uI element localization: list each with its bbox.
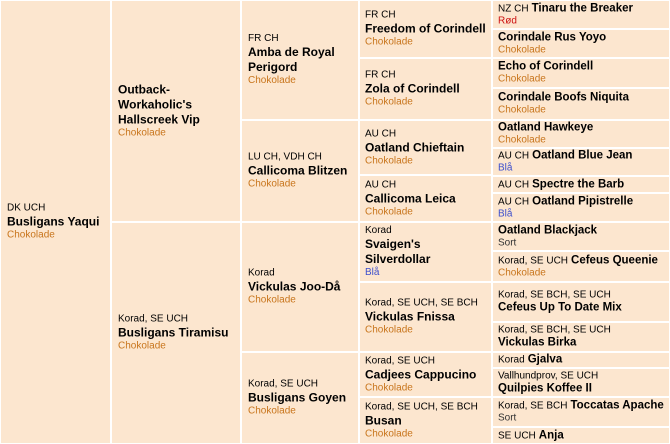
ancestor-cell [492,193,670,222]
dog-name: Zola of Corindell [365,81,460,96]
coat-color: Blå [498,162,513,174]
great-grandparent-cell [359,175,492,222]
title: SE UCH [498,430,536,441]
dog-name-line [498,400,666,413]
ancestor-cell [492,0,670,29]
title: Korad, SE UCH [498,255,569,266]
title: Vallhundprov, SE UCH [498,370,599,381]
coat-color: Chokolade [365,324,413,336]
great-grandparent-cell [359,58,492,120]
coat-color: Chokolade [365,382,413,393]
coat-color: Sort [498,237,517,248]
dog-name: Quilpies Koffee II [498,382,592,394]
coat-color: Blå [498,208,513,219]
dog-name: Svaigen's Silverdollar [365,237,431,266]
pedigree-subject-cell [0,0,111,444]
coat-color: Rød [498,15,517,26]
dog-name: Tinaru the Breaker [531,2,633,14]
ancestor-cell [492,368,670,397]
dog-name-line [498,254,666,267]
dog-name: Amba de Royal Perigord [248,45,335,74]
coat-color: Chokolade [365,428,413,439]
title: AU CH [498,179,530,190]
dam-cell [111,222,241,444]
dog-name: Cefeus Queenie [571,254,658,266]
great-grandparent-cell [359,222,492,282]
coat-color: Chokolade [118,127,166,139]
dog-name: Oatland Blue Jean [532,149,633,162]
coat-color: Chokolade [365,36,413,48]
title: FR CH [365,69,396,81]
ancestor-cell [492,88,670,120]
dog-name: Toccatas Apache [570,399,664,412]
great-grandparent-cell [359,282,492,352]
coat-color: Chokolade [248,75,296,86]
dog-name-line [498,150,666,163]
coat-color: Blå [365,267,380,278]
title: Korad, SE BCH [498,400,568,412]
dog-name: Echo of Corindell [498,60,594,73]
grandparent-cell [241,222,359,352]
ancestor-cell [492,322,670,352]
title: Korad, SE BCH, SE UCH [498,289,611,301]
dog-name: Vickulas Fnissa [365,309,455,324]
ancestor-cell [492,58,670,88]
ancestor-cell [492,148,670,176]
title: AU CH [498,196,530,207]
title: Korad, SE BCH, SE UCH [498,324,611,336]
coat-color: Chokolade [498,134,546,146]
dog-name-line [498,178,666,191]
dog-name: Busligans Goyen [248,390,347,405]
coat-color: Chokolade [365,206,413,217]
title: Korad [248,267,275,279]
dog-name: Callicoma Leica [365,191,456,205]
sire-cell [111,0,241,222]
coat-color: Chokolade [498,267,546,278]
title: Korad [498,354,525,366]
dog-name: Oatland Hawkeye [498,121,594,134]
dog-name: Cadjees Cappucino [365,367,477,381]
coat-color: Chokolade [118,340,166,352]
coat-color: Chokolade [365,96,413,108]
dog-name-line [498,429,666,442]
coat-color: Sort [498,412,517,424]
ancestor-cell [492,120,670,148]
title: DK UCH [7,202,46,214]
title: Korad, SE UCH, SE BCH [365,297,478,309]
title: NZ CH [498,3,529,14]
title: Korad, SE UCH, SE BCH [365,401,478,412]
coat-color: Chokolade [248,294,296,306]
dog-name: Anja [538,429,564,441]
dog-name: Vickulas Birka [498,336,577,349]
dog-name: Busan [365,413,402,427]
ancestor-cell [492,251,670,282]
coat-color: Chokolade [248,405,296,417]
great-grandparent-cell [359,397,492,444]
grandparent-cell [241,120,359,222]
ancestor-cell [492,282,670,322]
coat-color: Chokolade [498,73,546,85]
dog-name: Callicoma Blitzen [248,163,348,178]
title: AU CH [365,179,397,190]
ancestor-cell [492,427,670,444]
great-grandparent-cell [359,352,492,397]
dog-name: Busligans Yaqui [7,214,100,229]
dog-name: Outback-Workaholic's Hallscreek Vip [118,82,200,127]
dog-name: Gjalva [527,353,563,366]
coat-color: Chokolade [365,155,413,166]
dog-name: Oatland Pipistrelle [532,195,634,207]
title: Korad, SE UCH [365,355,436,366]
great-grandparent-cell [359,120,492,175]
title: Korad, SE UCH [118,313,189,325]
dog-name-line [498,2,666,15]
title: FR CH [248,33,279,44]
dog-name: Oatland Chieftain [365,140,465,154]
title: Korad, SE UCH [248,378,319,390]
dog-name: Spectre the Barb [532,178,625,190]
ancestor-cell [492,397,670,427]
grandparent-cell [241,352,359,444]
title: AU CH [498,150,530,162]
dog-name: Vickulas Joo-Då [248,279,341,294]
grandparent-cell [241,0,359,120]
coat-color: Chokolade [7,229,55,241]
coat-color: Chokolade [498,104,546,116]
dog-name: Corindale Boofs Niquita [498,91,629,104]
dog-name-line [498,354,666,367]
title: LU CH, VDH CH [248,151,322,163]
ancestor-cell [492,352,670,368]
ancestor-cell [492,222,670,251]
title: AU CH [365,128,397,139]
dog-name: Oatland Blackjack [498,224,598,236]
dog-name: Busligans Tiramisu [118,325,229,340]
ancestor-cell [492,29,670,58]
great-grandparent-cell [359,0,492,58]
dog-name-line [498,195,666,208]
dog-name: Corindale Rus Yoyo [498,31,607,43]
coat-color: Chokolade [498,44,546,55]
title: FR CH [365,9,396,21]
dog-name: Cefeus Up To Date Mix [498,301,622,314]
coat-color: Chokolade [248,178,296,190]
dog-name: Freedom of Corindell [365,21,486,36]
ancestor-cell [492,176,670,193]
title: Korad [365,225,392,236]
